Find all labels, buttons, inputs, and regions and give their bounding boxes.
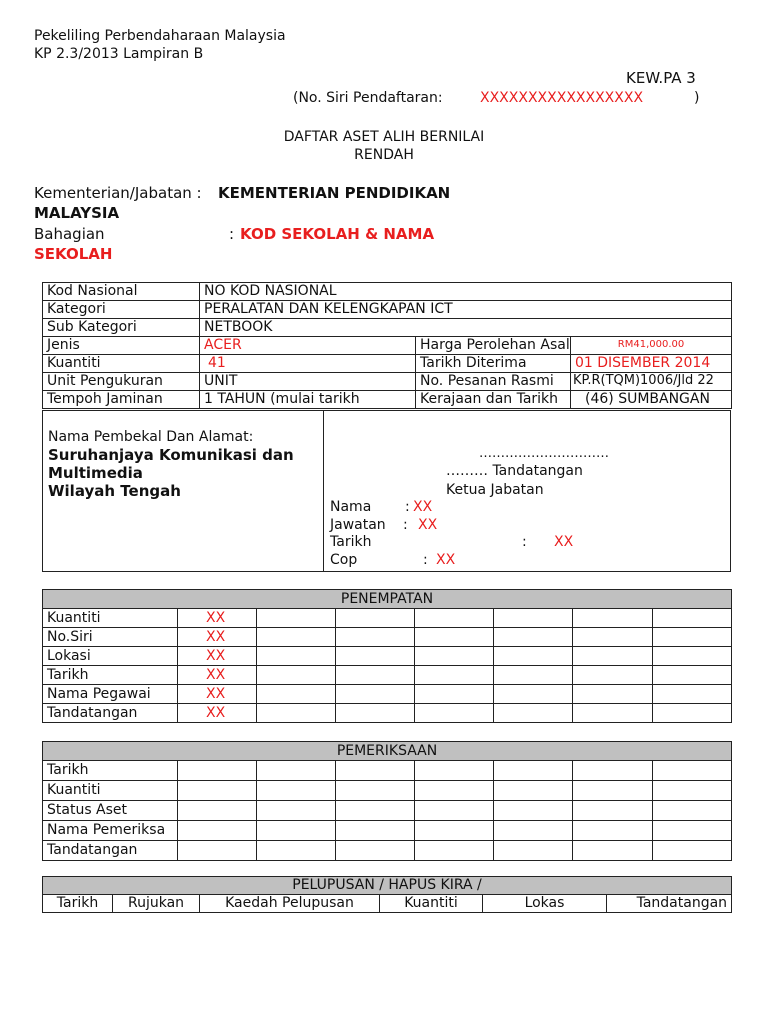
table-cell <box>653 704 732 723</box>
unit-value: UNIT <box>200 373 416 391</box>
table-cell <box>257 647 336 666</box>
penempatan-row-label: Kuantiti <box>43 609 178 628</box>
tandatangan-label: ……… Tandatangan <box>446 463 583 479</box>
table-row <box>43 685 732 704</box>
penempatan-row-label: Lokasi <box>43 647 178 666</box>
bahagian-colon: : <box>229 225 235 243</box>
table-cell <box>494 801 573 821</box>
box-divider <box>323 410 324 571</box>
pemeriksaan-row-label: Tandatangan <box>43 841 178 861</box>
table-cell <box>653 647 732 666</box>
table-cell <box>573 841 653 861</box>
table-row <box>43 801 732 821</box>
pelupusan-title: PELUPUSAN / HAPUS KIRA / <box>43 877 732 895</box>
kategori-value: PERALATAN DAN KELENGKAPAN ICT <box>200 301 732 319</box>
table-cell <box>653 628 732 647</box>
table-cell <box>494 647 573 666</box>
table-cell <box>257 685 336 704</box>
table-cell <box>415 628 494 647</box>
circular-title: Pekeliling Perbendaharaan Malaysia <box>34 28 286 44</box>
kerajaan-label: Kerajaan dan Tarikh <box>416 391 571 409</box>
table-cell <box>336 704 415 723</box>
tarikh-diterima-value: 01 DISEMBER 2014 <box>571 355 732 373</box>
tempoh-value: 1 TAHUN (mulai tarikh <box>200 391 416 409</box>
pembekal-label: Nama Pembekal Dan Alamat: <box>48 429 254 445</box>
pelupusan-column-header: Kaedah Pelupusan <box>200 895 380 913</box>
bahagian-label: Bahagian <box>34 225 105 243</box>
tarikh-colon: : <box>522 534 527 550</box>
penempatan-row-value: XX <box>178 704 257 723</box>
table-cell <box>494 666 573 685</box>
table-cell <box>415 704 494 723</box>
table-row <box>43 301 732 319</box>
table-cell <box>415 647 494 666</box>
pesanan-label: No. Pesanan Rasmi <box>416 373 571 391</box>
table-cell <box>653 841 732 861</box>
table-cell <box>257 761 336 781</box>
table-row <box>43 391 732 409</box>
circular-reference: KP 2.3/2013 Lampiran B <box>34 46 204 62</box>
table-cell <box>336 647 415 666</box>
table-cell <box>653 781 732 801</box>
table-cell <box>653 761 732 781</box>
table-cell <box>415 761 494 781</box>
table-cell <box>415 781 494 801</box>
tarikh-label: Tarikh <box>330 534 372 550</box>
pemeriksaan-title: PEMERIKSAAN <box>43 742 732 761</box>
table-cell <box>573 821 653 841</box>
ketua-jabatan-label: Ketua Jabatan <box>446 482 544 498</box>
registration-close: ) <box>694 90 700 106</box>
table-header-row <box>43 895 732 913</box>
table-cell <box>257 609 336 628</box>
nama-colon: : <box>405 499 410 515</box>
table-cell <box>494 821 573 841</box>
kategori-label: Kategori <box>43 301 200 319</box>
table-cell <box>653 609 732 628</box>
jawatan-value: XX <box>418 517 438 533</box>
table-cell <box>573 781 653 801</box>
pelupusan-column-header: Kuantiti <box>380 895 483 913</box>
pemeriksaan-row-label: Status Aset <box>43 801 178 821</box>
table-row <box>43 355 732 373</box>
table-cell <box>178 821 257 841</box>
table-cell <box>573 666 653 685</box>
table-cell <box>257 781 336 801</box>
penempatan-row-label: Tandatangan <box>43 704 178 723</box>
table-cell <box>415 666 494 685</box>
penempatan-row-label: Tarikh <box>43 666 178 685</box>
penempatan-row-value: XX <box>178 647 257 666</box>
table-cell <box>653 801 732 821</box>
kuantiti-value: 41 <box>200 355 416 373</box>
kerajaan-value: (46) SUMBANGAN <box>571 391 732 409</box>
table-cell <box>415 609 494 628</box>
table-cell <box>257 821 336 841</box>
nama-value: XX <box>413 499 433 515</box>
table-cell <box>178 781 257 801</box>
table-cell <box>336 761 415 781</box>
table-row <box>43 841 732 861</box>
form-title-line2: RENDAH <box>354 147 414 163</box>
pembekal-name-line2: Multimedia <box>48 464 143 482</box>
unit-label: Unit Pengukuran <box>43 373 200 391</box>
table-cell <box>653 666 732 685</box>
table-row <box>43 761 732 781</box>
table-cell <box>415 841 494 861</box>
sub-kategori-label: Sub Kategori <box>43 319 200 337</box>
table-cell <box>494 761 573 781</box>
table-cell <box>178 841 257 861</box>
penempatan-table <box>42 589 732 723</box>
table-cell <box>336 609 415 628</box>
harga-value: RM41,000.00 <box>571 337 732 355</box>
form-code: KEW.PA 3 <box>626 69 696 87</box>
pelupusan-column-header: Rujukan <box>113 895 200 913</box>
table-cell <box>573 685 653 704</box>
tempoh-label: Tempoh Jaminan <box>43 391 200 409</box>
pembekal-name: Suruhanjaya Komunikasi dan <box>48 446 294 464</box>
pemeriksaan-row-label: Kuantiti <box>43 781 178 801</box>
pembekal-name-line3: Wilayah Tengah <box>48 482 181 500</box>
table-cell <box>415 821 494 841</box>
bahagian-value: KOD SEKOLAH & NAMA <box>240 225 435 243</box>
table-cell <box>257 801 336 821</box>
kementerian-label: Kementerian/Jabatan : <box>34 184 202 202</box>
table-cell <box>494 704 573 723</box>
table-cell <box>573 647 653 666</box>
cop-value: XX <box>436 552 456 568</box>
nama-label: Nama <box>330 499 372 515</box>
kementerian-value: KEMENTERIAN PENDIDIKAN <box>218 184 451 202</box>
penempatan-row-value: XX <box>178 628 257 647</box>
penempatan-row-value: XX <box>178 609 257 628</box>
kementerian-value-line2: MALAYSIA <box>34 204 120 222</box>
penempatan-row-value: XX <box>178 666 257 685</box>
table-row <box>43 781 732 801</box>
signature-line: ………………………… <box>479 446 609 461</box>
table-row <box>43 821 732 841</box>
table-cell <box>178 801 257 821</box>
table-cell <box>573 609 653 628</box>
table-row <box>43 704 732 723</box>
table-cell <box>573 704 653 723</box>
table-row <box>43 628 732 647</box>
table-row <box>43 373 732 391</box>
jawatan-colon: : <box>403 517 408 533</box>
tarikh-value: XX <box>554 534 574 550</box>
table-cell <box>336 821 415 841</box>
table-row <box>43 647 732 666</box>
penempatan-row-label: No.Siri <box>43 628 178 647</box>
form-title: DAFTAR ASET ALIH BERNILAI <box>283 129 485 145</box>
table-cell <box>257 666 336 685</box>
pelupusan-column-header: Tarikh <box>43 895 113 913</box>
table-cell <box>415 685 494 704</box>
jenis-label: Jenis <box>43 337 200 355</box>
table-row <box>43 609 732 628</box>
table-cell <box>415 801 494 821</box>
jawatan-label: Jawatan <box>330 517 386 533</box>
table-cell <box>653 685 732 704</box>
table-cell <box>494 609 573 628</box>
table-cell <box>573 761 653 781</box>
bahagian-value-line2: SEKOLAH <box>34 245 113 263</box>
table-cell <box>257 841 336 861</box>
cop-colon: : <box>423 552 428 568</box>
pesanan-value: KP.R(TQM)1006/Jld 22 <box>571 373 732 391</box>
table-cell <box>336 666 415 685</box>
kod-nasional-label: Kod Nasional <box>43 283 200 301</box>
table-cell <box>257 628 336 647</box>
table-row <box>43 666 732 685</box>
table-cell <box>494 841 573 861</box>
table-cell <box>336 841 415 861</box>
table-row <box>43 283 732 301</box>
table-cell <box>336 801 415 821</box>
pelupusan-column-header: Lokas <box>483 895 607 913</box>
table-cell <box>653 821 732 841</box>
table-cell <box>494 781 573 801</box>
kod-nasional-value: NO KOD NASIONAL <box>200 283 732 301</box>
registration-label: (No. Siri Pendaftaran: <box>293 90 443 106</box>
pemeriksaan-row-label: Tarikh <box>43 761 178 781</box>
sub-kategori-value: NETBOOK <box>200 319 732 337</box>
pemeriksaan-row-label: Nama Pemeriksa <box>43 821 178 841</box>
table-cell <box>494 685 573 704</box>
table-cell <box>494 628 573 647</box>
table-cell <box>336 628 415 647</box>
pelupusan-table <box>42 876 732 913</box>
harga-label: Harga Perolehan Asal <box>416 337 571 355</box>
tarikh-diterima-label: Tarikh Diterima <box>416 355 571 373</box>
penempatan-row-label: Nama Pegawai <box>43 685 178 704</box>
pelupusan-column-header: Tandatangan <box>607 895 732 913</box>
pemeriksaan-table <box>42 741 732 861</box>
table-cell <box>573 628 653 647</box>
kuantiti-label: Kuantiti <box>43 355 200 373</box>
cop-label: Cop <box>330 552 358 568</box>
jenis-value: ACER <box>200 337 416 355</box>
penempatan-row-value: XX <box>178 685 257 704</box>
table-cell <box>257 704 336 723</box>
table-row <box>43 337 732 355</box>
table-cell <box>336 781 415 801</box>
table-row <box>43 319 732 337</box>
table-cell <box>178 761 257 781</box>
table-cell <box>336 685 415 704</box>
registration-number: XXXXXXXXXXXXXXXXX <box>480 90 644 106</box>
table-cell <box>573 801 653 821</box>
asset-details-table <box>42 282 732 409</box>
penempatan-title: PENEMPATAN <box>43 590 732 609</box>
